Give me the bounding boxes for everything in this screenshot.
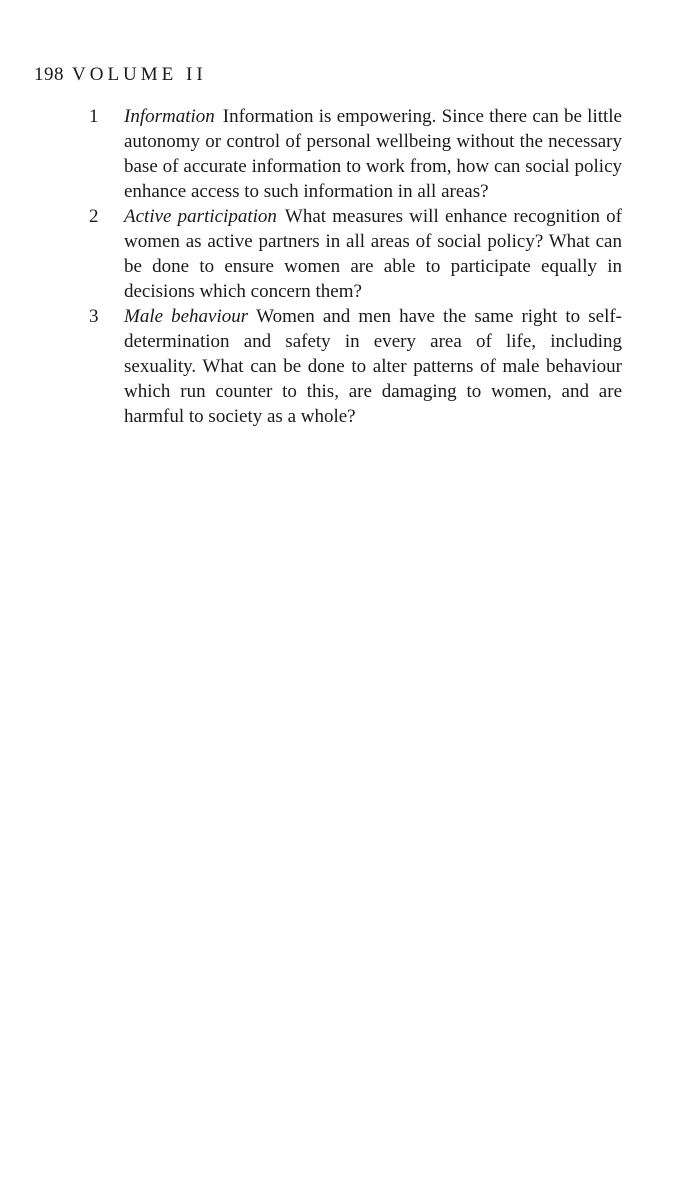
page-number: 198 — [34, 64, 64, 85]
list-item-heading: Male behaviour — [124, 306, 249, 327]
list-item-body: What measures will enhance recognition of women as active partners in all areas of social policy? What can be done to ensure women are able to participate equally in decisions which concern them? — [124, 206, 622, 302]
list-item-body: Information is empowering. Since there can be little autonomy or control of personal wellbeing without the necessary base of accurate information to work from, how can social policy enhance access to such information in all areas? — [124, 106, 622, 202]
volume-label: VOLUME II — [72, 64, 207, 85]
list-item-text — [124, 204, 622, 304]
running-head — [34, 63, 207, 87]
list-item-heading: Information — [124, 106, 215, 127]
list-item-heading: Active participation — [124, 206, 277, 227]
list-item-body: Women and men have the same right to self-determination and safety in every area of life, including sexuality. What can be done to alter patterns of male behaviour which run counter to this, are damaging to women, and are harmful to society as a whole? — [124, 306, 623, 427]
list-item-number: 1 — [89, 106, 99, 127]
list-item-number: 3 — [89, 306, 99, 327]
list-item — [0, 204, 700, 304]
list-item-number: 2 — [89, 206, 99, 227]
list-item — [0, 304, 700, 429]
list-item-text — [124, 104, 622, 204]
policy-questions-list — [0, 104, 700, 429]
list-item — [0, 104, 700, 204]
list-item-text — [124, 304, 622, 429]
